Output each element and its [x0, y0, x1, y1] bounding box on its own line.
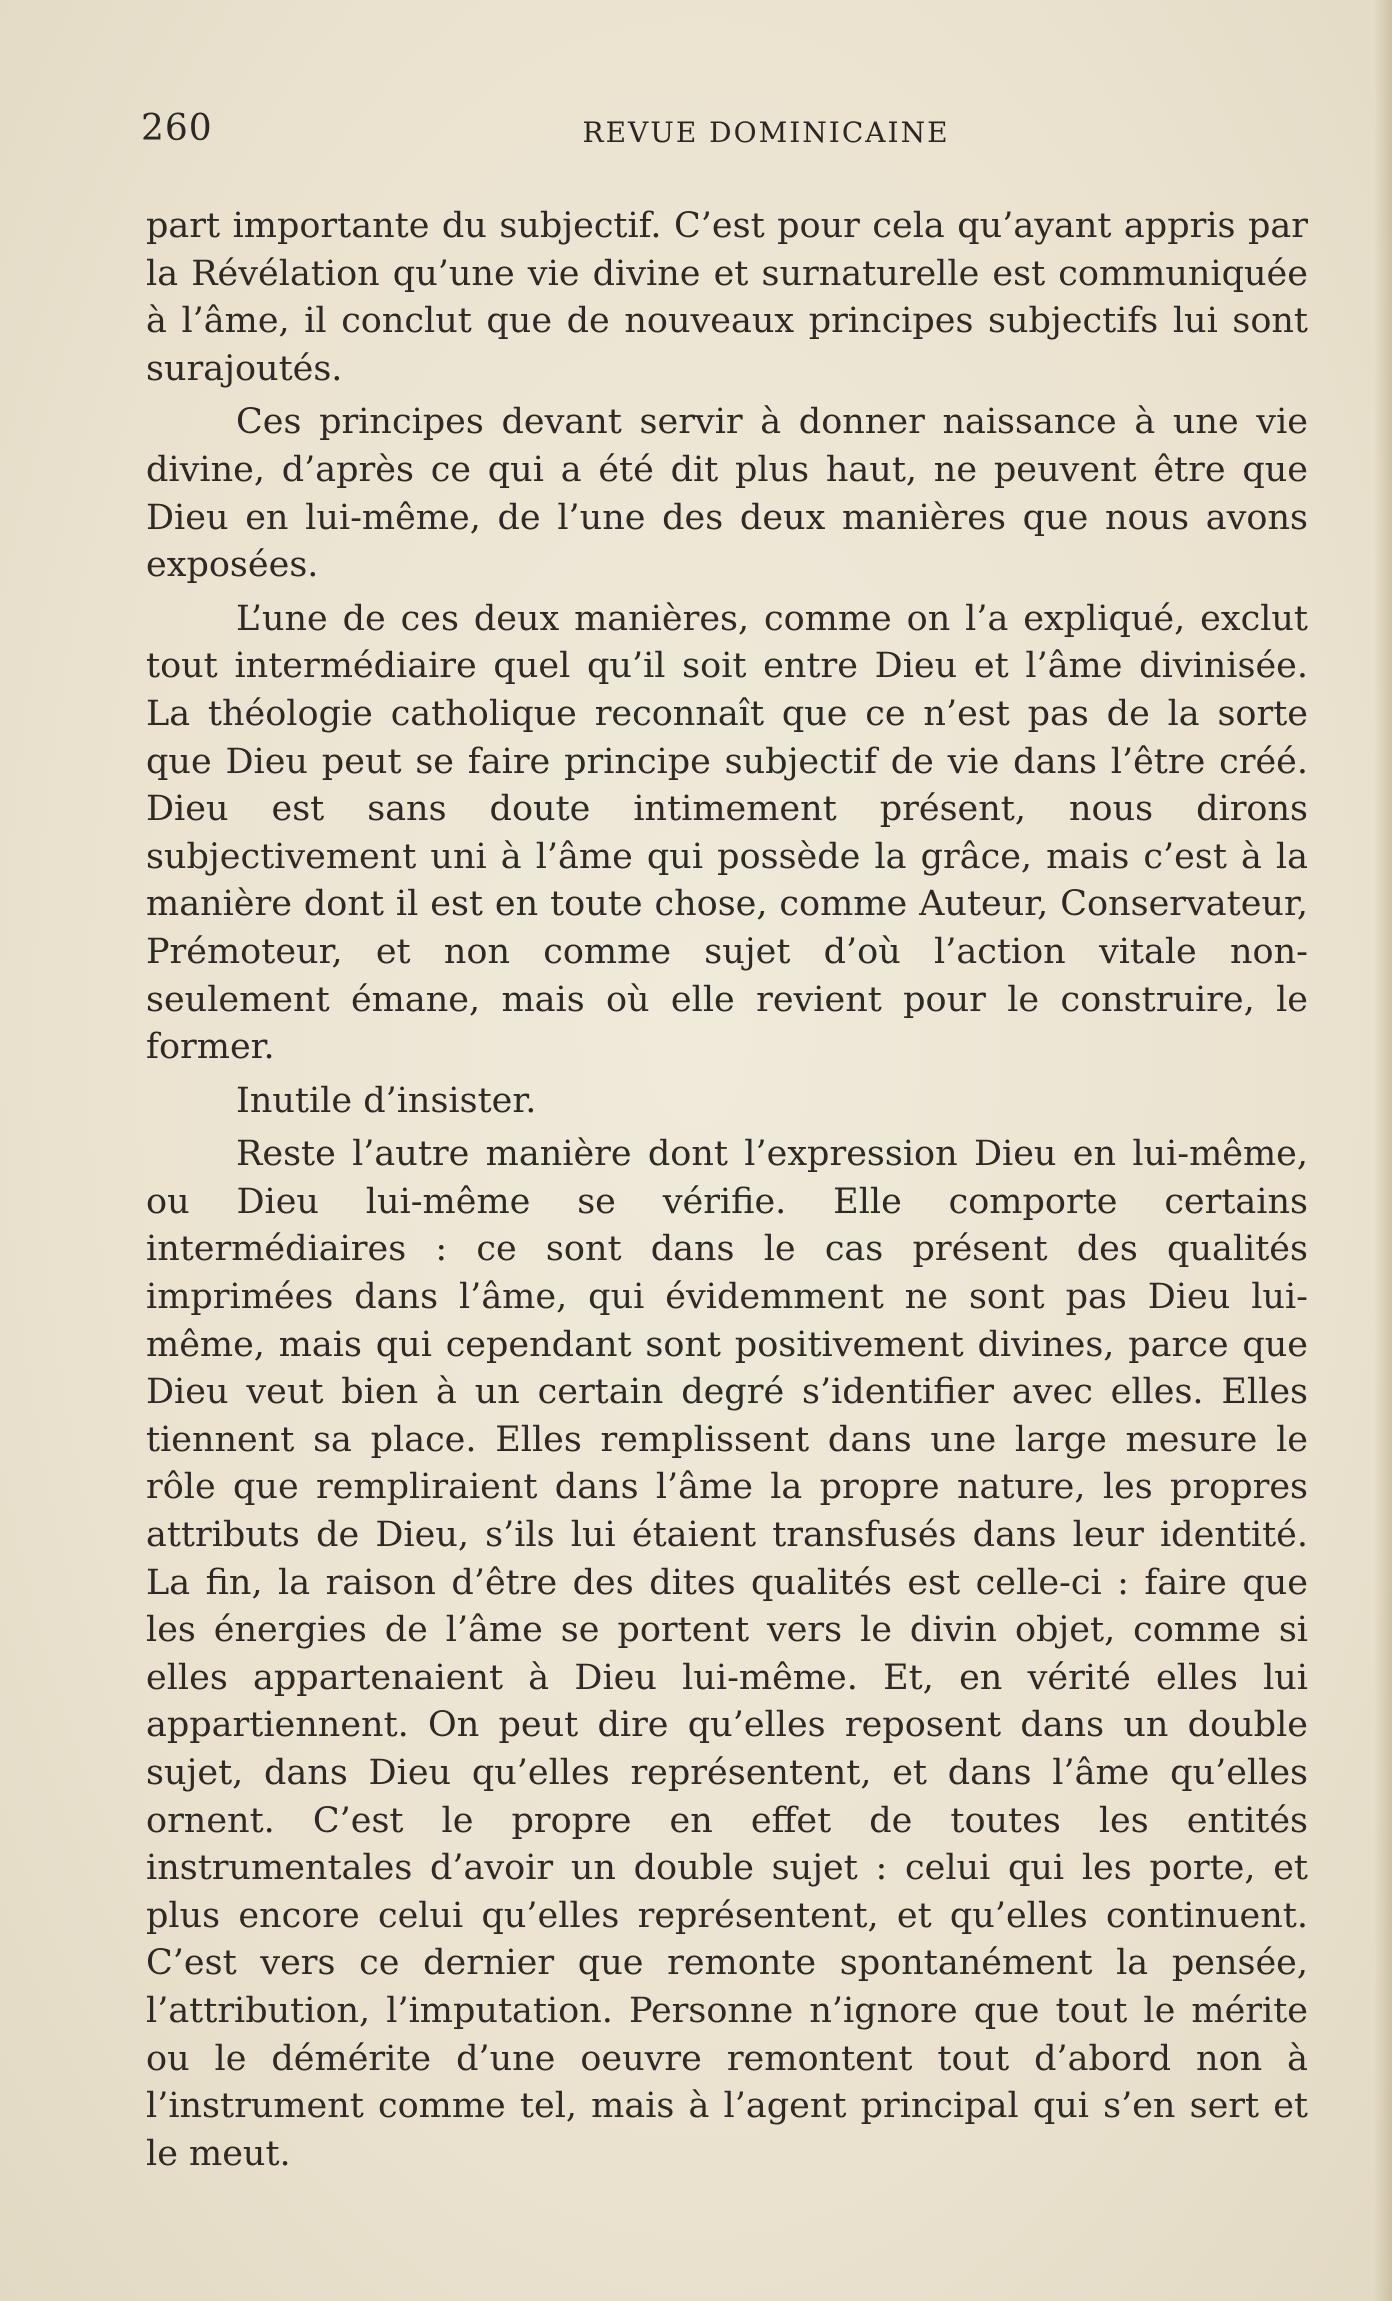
page-header [141, 108, 1311, 152]
body-text [146, 203, 1308, 2184]
page-edge-shadow [1374, 0, 1392, 2301]
paragraph-5: Reste l’autre manière dont l’expression Dieu en lui-même, ou Dieu lui-même se vérifie. Elle comporte certains intermédiaires : ce sont dans le cas présent des qualités imprimées dans l’âme, qui évidemment ne sont pas Dieu lui-même, mais qui cependant sont positivement divines, parce que Dieu veut bien à un certain degré s’identifier avec elles. Elles tiennent sa place. Elles remplissent dans une large mesure le rôle que rempliraient dans l’âme la propre nature, les propres attributs de Dieu, s’ils lui étaient transfusés dans leur identité. La fin, la raison d’être des dites qualités est celle-ci : faire que les énergies de l’âme se portent vers le divin objet, comme si elles appartenaient à Dieu lui-même. Et, en vérité elles lui appartiennent. On peut dire qu’elles reposent dans un double sujet, dans Dieu qu’elles représentent, et dans l’âme qu’elles ornent. C’est le propre en effet de toutes les entités instrumentales d’avoir un double sujet : celui qui les porte, et plus encore celui qu’elles représentent, et qu’elles continuent. C’est vers ce dernier que remonte spontanément la pensée, l’attribution, l’imputation. Personne n’ignore que tout le mérite ou le démérite d’une oeuvre remontent tout d’abord non à l’instrument comme tel, mais à l’agent principal qui s’en sert et le meut. [146, 1134, 1308, 2174]
running-title: REVUE DOMINICAINE [582, 116, 950, 149]
paragraph-2: Ces principes devant servir à donner naissance à une vie divine, d’après ce qui a été dit plus haut, ne peuvent être que Dieu en lui-même, de l’une des deux manières que nous avons exposées. [146, 402, 1308, 586]
paragraph-3: L’une de ces deux manières, comme on l’a expliqué, exclut tout intermédiaire quel qu’il soit entre Dieu et l’âme divinisée. La théologie catholique reconnaît que ce n’est pas de la sorte que Dieu peut se faire principe subjectif de vie dans l’être créé. Dieu est sans doute intimement présent, nous dirons subjectivement uni à l’âme qui possède la grâce, mais c’est à la manière dont il est en toute chose, comme Auteur, Conservateur, Prémoteur, et non comme sujet d’où l’action vitale non-seulement émane, mais où elle revient pour le construire, le former. [146, 598, 1308, 1068]
page-number: 260 [141, 108, 213, 149]
paragraph-4: Inutile d’insister. [236, 1080, 537, 1121]
paragraph-1: part importante du subjectif. C’est pour cela qu’ayant appris par la Révélation qu’une vie divine et surnaturelle est communiquée à l’âme, il conclut que de nouveaux principes subjectifs lui sont surajoutés. [146, 206, 1308, 389]
